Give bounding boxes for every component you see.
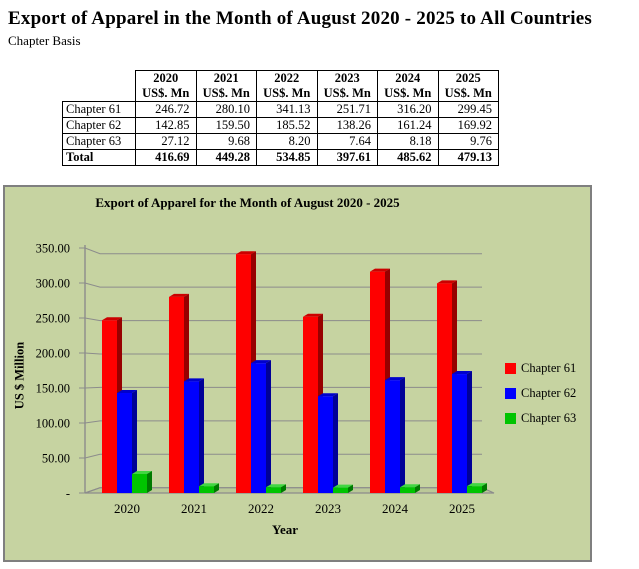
year-label: 2021: [213, 71, 239, 85]
x-axis-tick-label: 2023: [315, 501, 341, 516]
legend-label: Chapter 62: [521, 386, 577, 400]
bar: [467, 486, 482, 493]
unit-label: US$. Mn: [444, 86, 492, 100]
bar-side-face: [147, 471, 152, 493]
table-header-row: [63, 71, 499, 102]
bar-side-face: [333, 393, 338, 493]
year-label: 2025: [455, 71, 481, 85]
y-axis-tick-label: 350.00: [35, 241, 70, 256]
table-row: [63, 134, 499, 150]
gridline: [85, 454, 482, 458]
gridline: [85, 248, 482, 254]
value-cell: 185.52: [257, 118, 318, 134]
bar: [303, 317, 318, 493]
bar-chart-plot: [5, 187, 590, 560]
bar-side-face: [199, 378, 204, 493]
unit-label: US$. Mn: [384, 86, 432, 100]
gridline: [85, 318, 482, 321]
bar: [117, 393, 132, 493]
year-header-cell: [317, 71, 378, 102]
legend-label: Chapter 61: [521, 361, 577, 375]
value-cell: 341.13: [257, 102, 318, 118]
value-cell: 449.28: [196, 150, 257, 166]
bar: [199, 486, 214, 493]
value-cell: 8.18: [378, 134, 439, 150]
row-label-cell: Chapter 62: [63, 118, 136, 134]
chart-legend: [505, 361, 576, 426]
x-axis-tick-label: 2022: [248, 501, 274, 516]
value-cell: 316.20: [378, 102, 439, 118]
bar: [333, 488, 348, 493]
row-label-cell: Chapter 61: [63, 102, 136, 118]
chart-container: [3, 185, 592, 562]
y-axis-tick-label: 50.00: [41, 451, 70, 466]
table-row: [63, 102, 499, 118]
bar: [452, 374, 467, 493]
gridline: [85, 421, 482, 423]
table-row: [63, 118, 499, 134]
x-axis-tick-label: 2021: [181, 501, 207, 516]
unit-label: US$. Mn: [323, 86, 371, 100]
year-header-cell: [196, 71, 257, 102]
value-cell: 246.72: [136, 102, 197, 118]
row-label-cell: Chapter 63: [63, 134, 136, 150]
bar: [318, 396, 333, 493]
year-header-cell: [257, 71, 318, 102]
value-cell: 251.71: [317, 102, 378, 118]
bar: [102, 320, 117, 493]
y-axis-tick-label: 200.00: [35, 346, 70, 361]
year-label: 2024: [395, 71, 421, 85]
bar: [184, 381, 199, 493]
unit-label: US$. Mn: [263, 86, 311, 100]
legend-swatch-icon: [505, 413, 516, 424]
value-cell: 138.26: [317, 118, 378, 134]
year-label: 2022: [274, 71, 300, 85]
bar: [266, 487, 281, 493]
legend-label: Chapter 63: [521, 411, 577, 425]
row-label-cell: Total: [63, 150, 136, 166]
page-title: Export of Apparel in the Month of August 2020 - 2025 to All Countries: [8, 8, 593, 29]
value-cell: 280.10: [196, 102, 257, 118]
bar: [437, 283, 452, 493]
value-cell: 9.68: [196, 134, 257, 150]
x-axis-title: Year: [272, 522, 298, 537]
year-header-cell: [378, 71, 439, 102]
value-cell: 299.45: [438, 102, 499, 118]
unit-label: US$. Mn: [142, 86, 190, 100]
bar: [236, 254, 251, 493]
table-corner-cell: [63, 71, 136, 102]
year-label: 2020: [153, 71, 179, 85]
gridline: [85, 387, 482, 388]
value-cell: 161.24: [378, 118, 439, 134]
value-cell: 169.92: [438, 118, 499, 134]
export-data-table: [62, 70, 499, 166]
y-axis-title: US $ Million: [12, 341, 27, 410]
value-cell: 479.13: [438, 150, 499, 166]
y-axis-tick-label: 250.00: [35, 311, 70, 326]
bar: [169, 297, 184, 493]
legend-item: [505, 386, 576, 401]
legend-swatch-icon: [505, 388, 516, 399]
legend-item: [505, 411, 576, 426]
bar: [132, 474, 147, 493]
unit-label: US$. Mn: [202, 86, 250, 100]
value-cell: 142.85: [136, 118, 197, 134]
y-axis-tick-label: 300.00: [35, 276, 70, 291]
value-cell: 159.50: [196, 118, 257, 134]
legend-item: [505, 361, 576, 376]
y-axis-tick-label: -: [65, 486, 70, 501]
table-total-row: [63, 150, 499, 166]
value-cell: 534.85: [257, 150, 318, 166]
x-axis-tick-label: 2025: [449, 501, 475, 516]
value-cell: 485.62: [378, 150, 439, 166]
bar: [385, 380, 400, 493]
bar: [370, 272, 385, 493]
value-cell: 9.76: [438, 134, 499, 150]
x-axis-tick-label: 2024: [382, 501, 408, 516]
legend-swatch-icon: [505, 363, 516, 374]
x-axis-tick-label: 2020: [114, 501, 140, 516]
bar-side-face: [400, 377, 405, 493]
page-subtitle: Chapter Basis: [8, 33, 81, 48]
value-cell: 27.12: [136, 134, 197, 150]
year-header-cell: [438, 71, 499, 102]
bar-side-face: [266, 360, 271, 493]
chart-title: Export of Apparel for the Month of August 2020 - 2025: [95, 195, 400, 210]
value-cell: 397.61: [317, 150, 378, 166]
y-axis-tick-label: 100.00: [35, 416, 70, 431]
value-cell: 416.69: [136, 150, 197, 166]
y-axis-tick-label: 150.00: [35, 381, 70, 396]
bar: [400, 487, 415, 493]
bar-side-face: [467, 371, 472, 493]
bar: [251, 363, 266, 493]
value-cell: 7.64: [317, 134, 378, 150]
year-label: 2023: [334, 71, 360, 85]
value-cell: 8.20: [257, 134, 318, 150]
gridline: [85, 353, 482, 354]
gridline: [85, 283, 482, 287]
year-header-cell: [136, 71, 197, 102]
